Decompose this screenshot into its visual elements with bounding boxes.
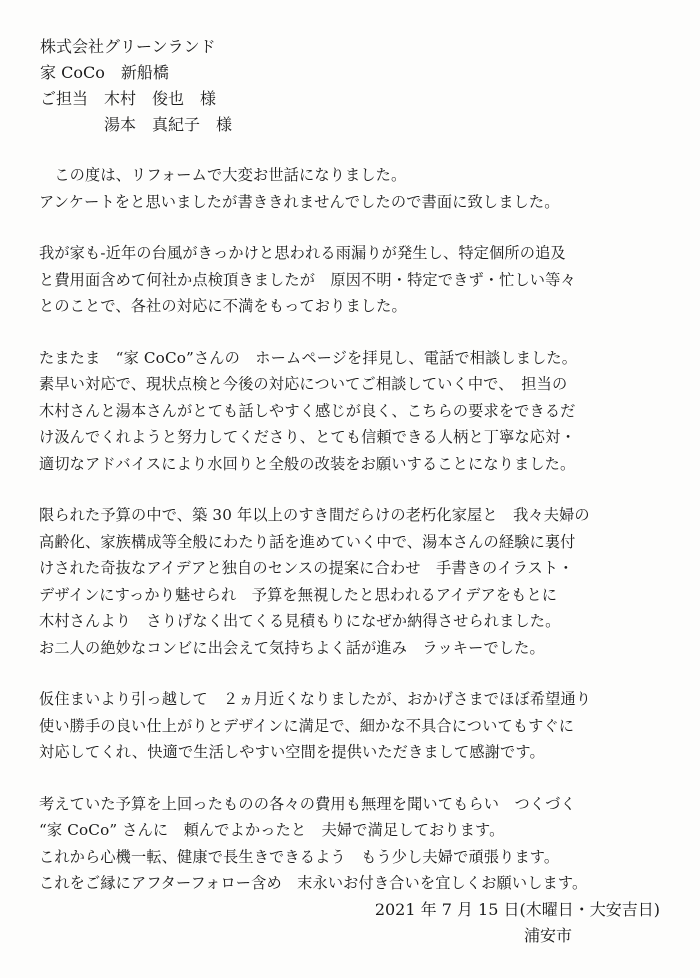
text-line: 適切なアドバイスにより水回りと全般の改装をお願いすることになりました。 bbox=[39, 454, 576, 473]
contact-person-1: ご担当 木村 俊也 様 bbox=[40, 89, 217, 108]
text-line: 木村さんより さりげなく出てくる見積もりになぜか納得させられました。 bbox=[39, 612, 561, 630]
text-line: これをご縁にアフターフォロー含め 末永いお付き合いを宜しくお願いします。 bbox=[39, 874, 588, 892]
paragraph-2 bbox=[39, 240, 669, 320]
text-line: 木村さんと湯本さんがとても話しやすく感じが良く、こちらの要求をできるだ bbox=[39, 401, 576, 420]
paragraph-1 bbox=[39, 162, 669, 215]
paragraph-6 bbox=[39, 791, 669, 897]
recipient-address bbox=[40, 34, 232, 138]
text-line: 対応してくれ、快適で生活しやすい空間を提供いただきまして感謝です。 bbox=[39, 743, 545, 761]
text-line: これから心機一転、健康で長生きできるよう もう少し夫婦で頑張ります。 bbox=[39, 847, 560, 866]
text-line: 考えていた予算を上回ったものの各々の費用も無理を聞いてもらい つくづく bbox=[39, 794, 576, 813]
sender-city: 浦安市 bbox=[523, 926, 572, 945]
text-line: “家 CoCo” さんに 頼んでよかったと 夫婦で満足しております。 bbox=[39, 821, 505, 839]
text-line: たまたま “家 CoCo”さんの ホームページを拝見し、電話で相談しました。 bbox=[39, 348, 578, 367]
text-line: デザインにすっかり魅せられ 予算を無視したと思われるアイデアをもとに bbox=[39, 585, 558, 604]
paragraph-3 bbox=[39, 345, 669, 478]
text-line: け汲んでくれようと努力してくださり、とても信頼できる人柄と丁寧な応対・ bbox=[39, 428, 576, 446]
company-name: 株式会社グリーンランド bbox=[40, 37, 216, 56]
text-line: 使い勝手の良い仕上がりとデザインに満足で、細かな不具合についてもすぐに bbox=[39, 716, 575, 735]
text-line: 素早い対応で、現状点検と今後の対応についてご相談していく中で、 担当の bbox=[39, 375, 568, 393]
text-line: 仮住まいより引っ越して ２ヵ月近くなりましたが、おかげさまでほぼ希望通り bbox=[39, 690, 592, 708]
store-name: 家 CoCo 新船橋 bbox=[40, 63, 169, 82]
text-line: けされた奇抜なアイデアと独自のセンスの提案に合わせ 手書きのイラスト・ bbox=[39, 559, 574, 577]
letter-body bbox=[39, 162, 669, 922]
paragraph-4 bbox=[39, 502, 669, 661]
closing-block bbox=[375, 897, 660, 949]
paragraph-5 bbox=[39, 686, 669, 766]
text-line: お二人の絶妙なコンビに出会えて気持ちよく話が進み ラッキーでした。 bbox=[39, 638, 545, 657]
text-line: 高齢化、家族構成等全般にわたり話を進めていく中で、湯本さんの経験に裏付 bbox=[39, 532, 576, 551]
text-line: 限られた予算の中で、築 30 年以上のすき間だらけの老朽化家屋と 我々夫婦の bbox=[39, 506, 590, 524]
letter-date: 2021 年 7 月 15 日(木曜日・大安吉日) bbox=[374, 900, 660, 919]
text-line: 我が家も‐近年の台風がきっかけと思われる雨漏りが発生し、特定個所の追及 bbox=[39, 244, 566, 262]
text-line: この度は、リフォームで大変お世話になりました。 bbox=[39, 166, 407, 184]
text-line: アンケートをと思いましたが書ききれませんでしたので書面に致しました。 bbox=[39, 192, 560, 211]
contact-person-2: 湯本 真紀子 様 bbox=[40, 115, 233, 134]
text-line: と費用面含めて何社か点検頂きましたが 原因不明・特定できず・忙しい等々 bbox=[39, 270, 576, 289]
text-line: とのことで、各社の対応に不満をもっておりました。 bbox=[39, 297, 407, 315]
